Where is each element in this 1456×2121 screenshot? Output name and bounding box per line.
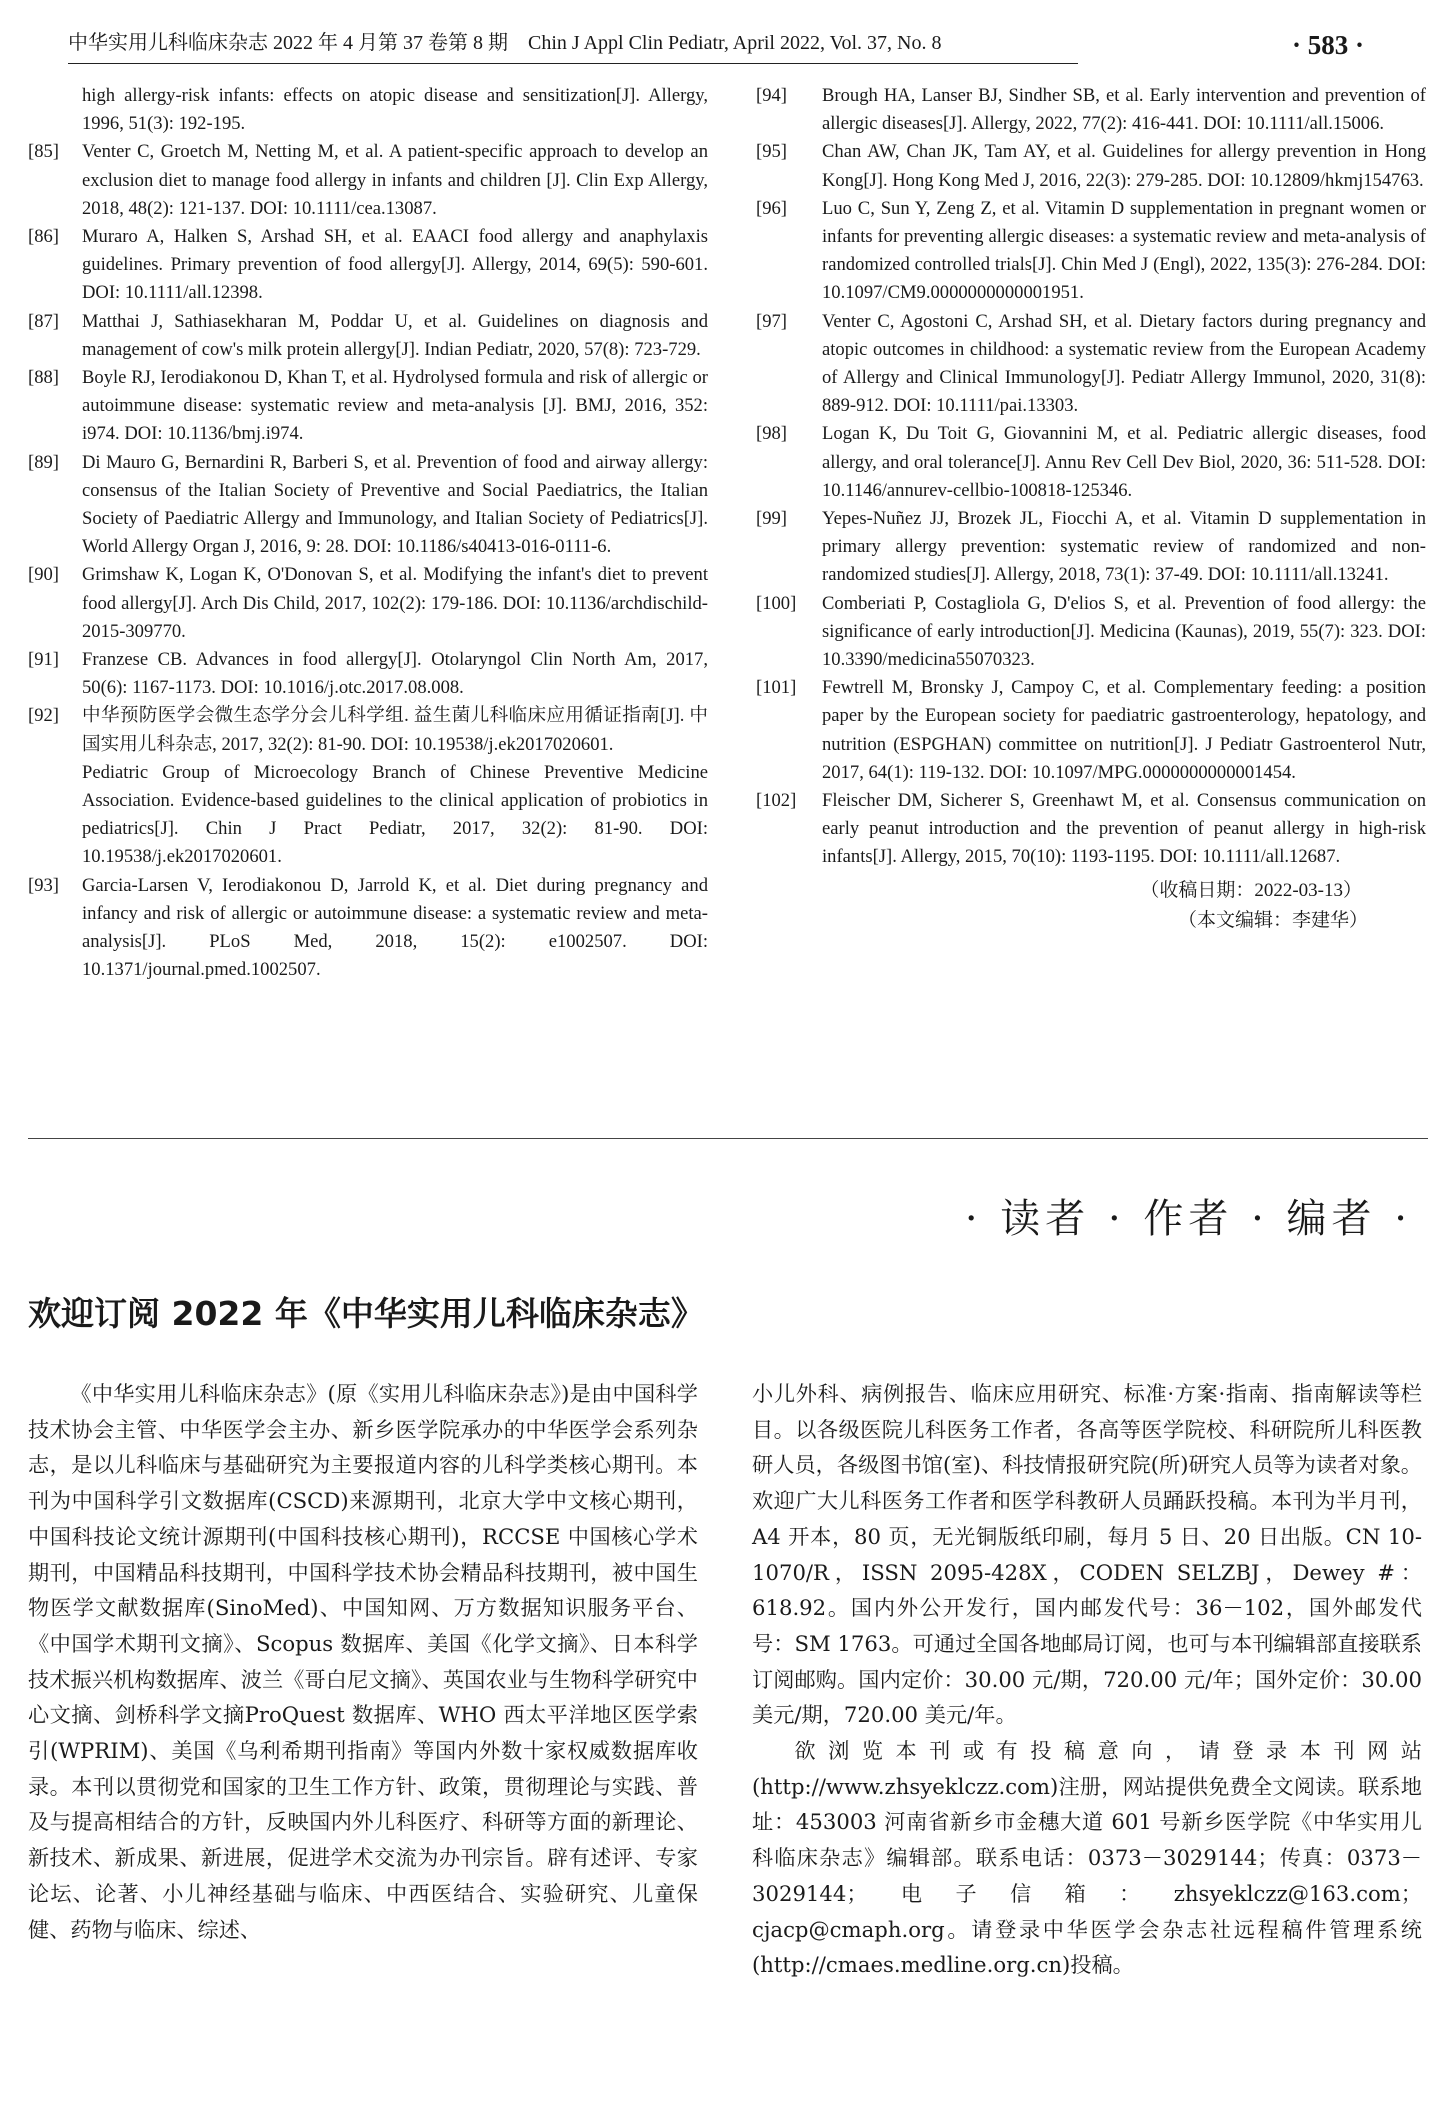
section-divider	[28, 1138, 1428, 1139]
reference-item: [91] Franzese CB. Advances in food allergy[J]. Otolaryngol Clin North Am, 2017, 50(6): 1167-1173. DOI: 10.1016/j.otc.2017.08.008.	[28, 649, 708, 699]
reference-item: high allergy-risk infants: effects on atopic disease and sensitization[J]. Allergy, 1996, 51(3): 192-195.	[82, 85, 708, 135]
body-paragraph: 欲浏览本刊或有投稿意向，请登录本刊网站(http://www.zhsyeklczz.com)注册，网站提供免费全文阅读。联系地址：453003 河南省新乡市金穗大道 601 号新乡医学院《中华实用儿科临床杂志》编辑部。联系电话：0373－3029144；传真：0373－3029144；电子信箱：zhsyeklczz@163.com；cjacp@cmaph.org。请登录中华医学会杂志社远程稿件管理系统(http://cmaes.medline.org.cn)投稿。	[752, 1738, 1422, 1978]
article-title: 欢迎订阅 2022 年《中华实用儿科临床杂志》	[28, 1294, 704, 1333]
reference-item: Pediatric Group of Microecology Branch of Chinese Preventive Medicine Association. Evidence-based guidelines to the clinical application of probiotics in pediatrics[J]. Chin J Pract Pediatr, 2017, 32(2): 81-90. DOI: 10.19538/j.ek2017020601.	[82, 761, 708, 868]
body-paragraph: 小儿外科、病例报告、临床应用研究、标准·方案·指南、指南解读等栏目。以各级医院儿科医务工作者，各高等医学院校、科研院所儿科医教研人员，各级图书馆(室)、科技情报研究院(所)研究人员等为读者对象。欢迎广大儿科医务工作者和医学科教研人员踊跃投稿。本刊为半月刊，A4 开本，80 页，无光铜版纸印刷，每月 5 日、20 日出版。CN 10-1070/R，ISSN 2095-428X，CODEN SELZBJ，Dewey #：618.92。国内外公开发行，国内邮发代号：36－102，国外邮发代号：SM 1763。可通过全国各地邮局订阅，也可与本刊编辑部直接联系订阅邮购。国内定价：30.00 元/期，720.00 元/年；国外定价：30.00 美元/期，720.00 美元/年。	[752, 1381, 1422, 1728]
page-number: · 583 ·	[1291, 30, 1364, 60]
body-paragraph: 《中华实用儿科临床杂志》(原《实用儿科临床杂志》)是由中国科学技术协会主管、中华医学会主办、新乡医学院承办的中华医学会系列杂志，是以儿科临床与基础研究为主要报道内容的儿科学类核心期刊。本刊为中国科学引文数据库(CSCD)来源期刊，北京大学中文核心期刊，中国科技论文统计源期刊(中国科技核心期刊)，RCCSE 中国核心学术期刊，中国精品科技期刊，中国科学技术协会精品科技期刊，被中国生物医学文献数据库(SinoMed)、中国知网、万方数据知识服务平台、《中国学术期刊文摘》、Scopus 数据库、美国《化学文摘》、日本科学技术振兴机构数据库、波兰《哥白尼文摘》、英国农业与生物科学研究中心文摘、剑桥科学文摘ProQuest 数据库、WHO 西太平洋地区医学索引(WPRIM)、美国《乌利希期刊指南》等国内外数十家权威数据库收录。本刊以贯彻党和国家的卫生工作方针、政策，贯彻理论与实践、普及与提高相结合的方针，反映国内外儿科医疗、科研等方面的新理论、新技术、新成果、新进展，促进学术交流为办刊宗旨。辟有述评、专家论坛、论著、小儿神经基础与临床、中西医结合、实验研究、儿童保健、药物与临床、综述、	[28, 1381, 698, 1942]
reference-item: [93] Garcia-Larsen V, Ierodiakonou D, Jarrold K, et al. Diet during pregnancy and infancy and risk of allergic or autoimmune disease: a systematic review and meta-analysis[J]. PLoS Med, 2018, 15(2): e1002507. DOI: 10.1371/journal.pmed.1002507.	[28, 874, 708, 981]
body-right-column	[752, 1376, 1422, 1983]
body-left-column	[28, 1376, 698, 1947]
reference-item: [98] Logan K, Du Toit G, Giovannini M, et al. Pediatric allergic diseases, food allergy, and oral tolerance[J]. Annu Rev Cell Dev Biol, 2020, 36: 511-528. DOI: 10.1146/annurev-cellbio-100818-125346.	[756, 423, 1426, 501]
section-banner: · 读者 · 作者 · 编者 ·	[964, 1196, 1412, 1242]
reference-item: [87] Matthai J, Sathiasekharan M, Poddar U, et al. Guidelines on diagnosis and management of cow's milk protein allergy[J]. Indian Pediatr, 2020, 57(8): 723-729.	[28, 310, 708, 360]
reference-item: [90] Grimshaw K, Logan K, O'Donovan S, et al. Modifying the infant's diet to prevent food allergy[J]. Arch Dis Child, 2017, 102(2): 179-186. DOI: 10.1136/archdischild-2015-309770.	[28, 564, 708, 642]
editor-credit: （本文编辑：李建华）	[1177, 909, 1368, 931]
received-date: （收稿日期：2022-03-13）	[1140, 879, 1362, 901]
reference-item: [102] Fleischer DM, Sicherer S, Greenhawt M, et al. Consensus communication on early peanut introduction and the prevention of peanut allergy in high-risk infants[J]. Allergy, 2015, 70(10): 1193-1195. DOI: 10.1111/all.12687.	[756, 790, 1426, 868]
reference-item: [96] Luo C, Sun Y, Zeng Z, et al. Vitamin D supplementation in pregnant women or infants for preventing allergic diseases: a systematic review and meta-analysis of randomized controlled trials[J]. Chin Med J (Engl), 2022, 135(3): 276-284. DOI: 10.1097/CM9.0000000000001951.	[756, 197, 1426, 304]
reference-item: [89] Di Mauro G, Bernardini R, Barberi S, et al. Prevention of food and airway allergy: consensus of the Italian Society of Preventive and Social Paediatrics, the Italian Society of Paediatric Allergy and Immunology, and Italian Society of Pediatrics[J]. World Allergy Organ J, 2016, 9: 28. DOI: 10.1186/s40413-016-0111-6.	[28, 451, 708, 558]
journal-citation-line: 中华实用儿科临床杂志 2022 年 4 月第 37 卷第 8 期 Chin J Appl Clin Pediatr, April 2022, Vol. 37, No. 8	[68, 26, 1078, 64]
reference-item: [88] Boyle RJ, Ierodiakonou D, Khan T, et al. Hydrolysed formula and risk of allergic or autoimmune disease: systematic review and meta-analysis [J]. BMJ, 2016, 352: i974. DOI: 10.1136/bmj.i974.	[28, 367, 708, 445]
reference-item: [101] Fewtrell M, Bronsky J, Campoy C, et al. Complementary feeding: a position paper by the European society for paediatric gastroenterology, hepatology, and nutrition (ESPGHAN) committee on nutrition[J]. J Pediatr Gastroenterol Nutr, 2017, 64(1): 119-132. DOI: 10.1097/MPG.0000000000001454.	[756, 677, 1426, 783]
reference-item: [94] Brough HA, Lanser BJ, Sindher SB, et al. Early intervention and prevention of allergic diseases[J]. Allergy, 2022, 77(2): 416-441. DOI: 10.1111/all.15006.	[756, 85, 1426, 135]
reference-item: [99] Yepes-Nuñez JJ, Brozek JL, Fiocchi A, et al. Vitamin D supplementation in primary allergy prevention: systematic review of randomized and non-randomized studies[J]. Allergy, 2018, 73(1): 37-49. DOI: 10.1111/all.13241.	[756, 508, 1426, 586]
reference-item: [85] Venter C, Groetch M, Netting M, et al. A patient-specific approach to develop an exclusion diet to manage food allergy in infants and children [J]. Clin Exp Allergy, 2018, 48(2): 121-137. DOI: 10.1111/cea.13087.	[28, 141, 708, 219]
references-left-column	[28, 82, 708, 985]
reference-item: [92] 中华预防医学会微生态学分会儿科学组. 益生菌儿科临床应用循证指南[J]. 中国实用儿科杂志, 2017, 32(2): 81-90. DOI: 10.19538/j.ek2017020601.	[28, 705, 708, 755]
reference-item: [100] Comberiati P, Costagliola G, D'elios S, et al. Prevention of food allergy: the significance of early introduction[J]. Medicina (Kaunas), 2019, 55(7): 323. DOI: 10.3390/medicina55070323.	[756, 592, 1426, 671]
reference-item: [97] Venter C, Agostoni C, Arshad SH, et al. Dietary factors during pregnancy and atopic outcomes in childhood: a systematic review from the European Academy of Allergy and Clinical Immunology[J]. Pediatr Allergy Immunol, 2020, 31(8): 889-912. DOI: 10.1111/pai.13303.	[756, 310, 1426, 417]
references-right-column	[756, 82, 1426, 936]
reference-item: [95] Chan AW, Chan JK, Tam AY, et al. Guidelines for allergy prevention in Hong Kong[J]. Hong Kong Med J, 2016, 22(3): 279-285. DOI: 10.12809/hkmj154763.	[756, 141, 1426, 191]
reference-item: [86] Muraro A, Halken S, Arshad SH, et al. EAACI food allergy and anaphylaxis guidelines. Primary prevention of food allergy[J]. Allergy, 2014, 69(5): 590-601. DOI: 10.1111/all.12398.	[28, 226, 708, 304]
running-header	[68, 22, 1388, 62]
